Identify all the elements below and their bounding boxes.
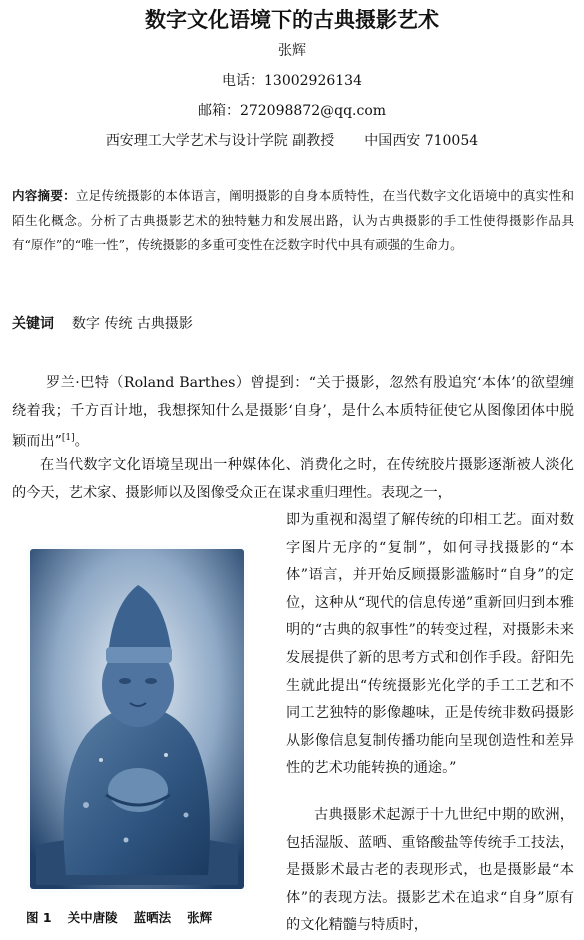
keywords-text: 数字 传统 古典摄影: [72, 316, 193, 332]
figure-process: 蓝晒法: [133, 910, 172, 925]
paragraph-digital-context-continued: 即为重视和渴望了解传统的印相工艺。面对数字图片无序的“复制”，如何寻找摄影的“本体”语言，并开始反顾摄影滥觞时“自身”的定位，这种从“现代的信息传递”重新回归到本雅明的“古典的叙事性”的转变过程，对摄影未来发展提供了新的思考方式和创作手段。舒阳先生就此提出“传统摄影光化学的手工工艺和不同工艺独特的影像趣味，正是传统非数码摄影从影像信息复制传播功能向呈现创造性和差异性的艺术功能转换的通途。”: [286, 512, 574, 777]
figure-subject: 关中唐陵: [67, 910, 118, 925]
figure-number: 图 1: [26, 910, 52, 925]
author-phone: 电话：13002926134: [222, 73, 362, 89]
figure-author: 张辉: [187, 910, 213, 925]
author-email: 邮箱：272098872@qq.com: [197, 103, 387, 119]
figure-caption: [26, 908, 228, 926]
paragraph-digital-context: 在当代数字文化语境呈现出一种媒体化、消费化之时，在传统胶片摄影逐渐被人淡化的今天，艺术家、摄影师以及图像受众正在谋求重归理性。表现之一，: [12, 457, 574, 501]
keywords: [12, 313, 574, 333]
citation-ref: [1]: [61, 433, 75, 444]
keywords-label: 关键词: [12, 316, 54, 332]
abstract: [12, 184, 574, 258]
paragraph-1-end: 。: [74, 433, 89, 450]
abstract-label: 内容摘要：: [12, 188, 76, 203]
author-name: 张辉: [278, 43, 306, 59]
paragraph-barthes-quote: [12, 370, 574, 457]
affiliation-unit: 西安理工大学艺术与设计学院 副教授: [105, 133, 335, 149]
paragraph-classical-photography: 古典摄影术起源于十九世纪中期的欧洲，包括湿版、蓝晒、重铬酸盐等传统手工技法，是摄影术最古老的表现形式，也是摄影最“本体”的表现方法。摄影艺术在追求“自身”原有的文化精髓与特质时，: [286, 807, 574, 934]
author-affiliation: [0, 130, 584, 150]
abstract-text: 立足传统摄影的本体语言，阐明摄影的自身本质特性，在当代数字文化语境中的真实性和陌生化概念。分析了古典摄影艺术的独特魅力和发展出路，认为古典摄影的手工性使得摄影作品具有“原作”的“唯一性”，传统摄影的多重可变性在泛数字时代中具有顽强的生命力。: [12, 188, 574, 252]
cyanotype-stone-statue-image: [26, 545, 248, 893]
affiliation-location: 中国西安 710054: [364, 133, 479, 149]
article-title: 数字文化语境下的古典摄影艺术: [145, 8, 439, 32]
paragraph-1-text: 罗兰·巴特（Roland Barthes）曾提到：“关于摄影，忽然有股追究‘本体’的欲望缠绕着我；千方百计地，我想探知什么是摄影‘自身’，是什么本质特征使它从图像团体中脱颖而出”: [12, 375, 574, 450]
